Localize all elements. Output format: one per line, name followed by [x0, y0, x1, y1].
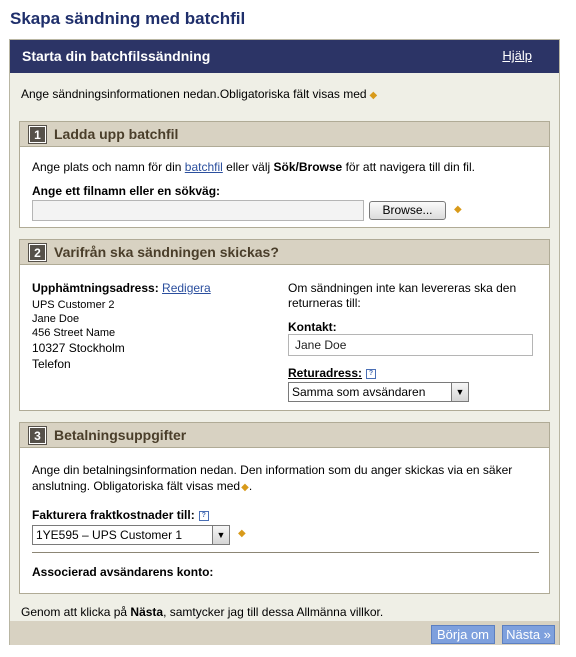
address-line: UPS Customer 2	[32, 299, 115, 311]
consent-bold: Nästa	[130, 605, 164, 619]
batchfile-link[interactable]: batchfil	[184, 160, 223, 174]
pickup-address	[32, 298, 125, 372]
file-path-input[interactable]	[32, 200, 364, 221]
payment-info-text: Ange din betalningsinformation nedan. Den information som du anger skickas via en säker anslutning. Obligatoriska fält visas med	[32, 463, 513, 493]
instructions-text: eller välj	[226, 160, 271, 174]
question-icon[interactable]: ?	[366, 369, 376, 379]
edit-address-link[interactable]: Redigera	[162, 281, 211, 295]
consent-before: Genom att klicka på	[21, 605, 128, 619]
required-diamond-icon: ◆	[369, 90, 378, 101]
bill-to-label: Fakturera fraktkostnader till:	[32, 508, 195, 522]
chevron-down-icon[interactable]: ▼	[451, 383, 468, 401]
address-line: Jane Doe	[32, 313, 80, 325]
associated-account-label: Associerad avsändarens konto:	[32, 565, 214, 579]
upload-instructions	[32, 160, 475, 174]
instructions-text: för att navigera till din fil.	[345, 160, 475, 174]
return-address-select[interactable]	[288, 382, 469, 402]
instructions-text: Ange plats och namn för din	[32, 160, 182, 174]
intro-label: Ange sändningsinformationen nedan.Obligatoriska fält visas med	[21, 87, 367, 101]
consent-text	[21, 605, 383, 619]
bill-to-heading	[32, 508, 209, 522]
chevron-down-icon[interactable]: ▼	[212, 526, 229, 544]
upload-section	[19, 121, 550, 228]
intro-text	[21, 87, 377, 101]
section-title: Betalningsuppgifter	[54, 427, 187, 443]
contact-input[interactable]: Jane Doe	[288, 334, 533, 356]
origin-section	[19, 239, 550, 411]
browse-button[interactable]: Browse...	[369, 201, 446, 220]
section-number: 2	[29, 244, 46, 261]
section-title: Varifrån ska sändningen skickas?	[54, 244, 279, 260]
instructions-bold: Sök/Browse	[273, 160, 343, 174]
payment-info: Ange din betalningsinformation nedan. Den information som du anger skickas via en säker anslutning. Obligatoriska fält visas med◆.	[32, 463, 513, 493]
bill-to-value: 1YE595 – UPS Customer 1	[36, 528, 183, 542]
panel-header	[10, 40, 559, 73]
consent-after: , samtycker jag till dessa Allmänna villkor.	[163, 605, 384, 619]
bill-to-select[interactable]	[32, 525, 230, 545]
address-phone: Telefon	[32, 357, 71, 371]
question-icon[interactable]: ?	[199, 511, 209, 521]
return-info: Om sändningen inte kan levereras ska den returneras till:	[288, 281, 517, 310]
required-diamond-icon: ◆	[241, 482, 249, 493]
page-title: Skapa sändning med batchfil	[10, 9, 246, 28]
origin-section-header	[20, 240, 549, 265]
divider	[32, 552, 539, 553]
help-link[interactable]: Hjälp	[502, 48, 532, 63]
return-address-label: Returadress:	[288, 366, 363, 380]
address-city: 10327 Stockholm	[32, 341, 125, 355]
panel-title: Starta din batchfilssändning	[22, 48, 211, 64]
file-path-label: Ange ett filnamn eller en sökväg:	[32, 184, 221, 198]
section-number: 1	[29, 126, 46, 143]
next-button[interactable]: Nästa »	[502, 625, 555, 644]
start-over-button[interactable]: Börja om	[431, 625, 495, 644]
contact-label: Kontakt:	[288, 320, 337, 334]
return-address-heading	[288, 366, 376, 380]
address-line: 456 Street Name	[32, 327, 116, 339]
payment-section-header	[20, 423, 549, 448]
section-title: Ladda upp batchfil	[54, 126, 179, 142]
payment-section	[19, 422, 550, 594]
section-number: 3	[29, 427, 46, 444]
upload-section-header	[20, 122, 549, 147]
batch-shipment-panel	[9, 39, 560, 645]
return-address-value: Samma som avsändaren	[292, 385, 426, 399]
pickup-label: Upphämtningsadress:	[32, 281, 159, 295]
required-diamond-icon: ◆	[454, 204, 462, 215]
required-diamond-icon: ◆	[238, 528, 246, 539]
pickup-address-heading	[32, 281, 211, 295]
